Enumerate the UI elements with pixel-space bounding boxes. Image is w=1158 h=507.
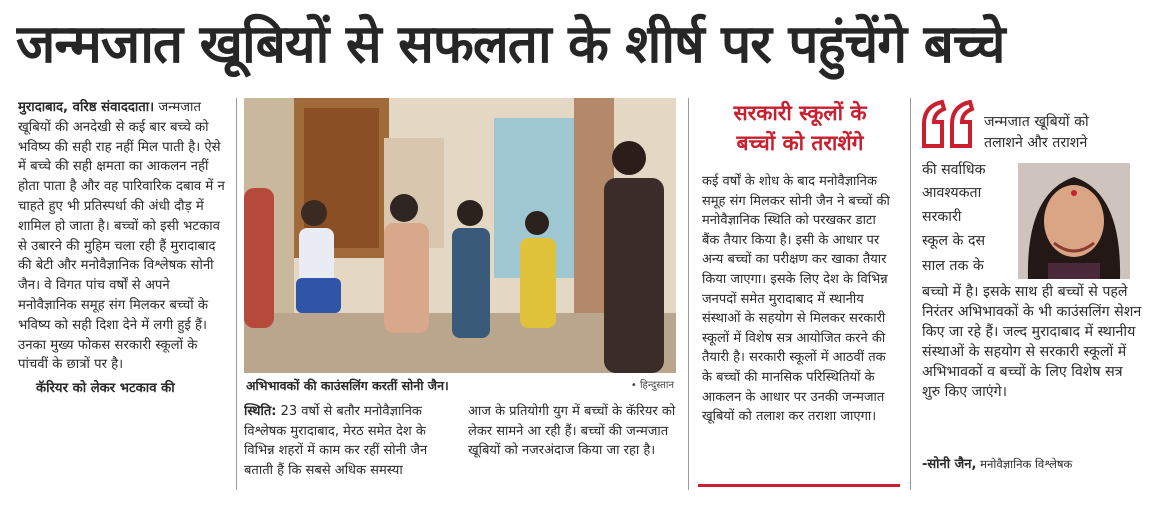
lower-text-b: आज के प्रतियोगी युग में बच्चों के कॅरियर को लेकर सामने आ रही हैं। बच्चों की जन्मजात खूबियों को नजरअंदाज किया जा रहा है। — [468, 404, 676, 458]
photo-credit: • हिन्दुस्तान — [630, 380, 674, 391]
column-divider — [688, 98, 689, 490]
quote-line: सरकारी — [922, 209, 962, 225]
quote-line: स्कूल के दस — [922, 233, 986, 249]
column-divider — [236, 98, 237, 490]
article-body-1: जन्मजात खूबियों की अनदेखी से कई बार बच्चे को भविष्य की सही राह नहीं मिल पाती है। ऐसे में बच्चे की सही क्षमता का आकलन नहीं होता पाता है और वह पारिवारिक दबाव में न चाहते हुए भी प्रतिस्पर्धा की अंधी दौड़ में शामिल हो जाता है। बच्चों को इसी भटकाव से उबारने की मुहिम चला रही हैं मुरादाबाद की बेटी और मनोवैज्ञानिक विश्लेषक सोनी जैन। वे विगत पांच वर्षों से अपने मनोवैज्ञानिक समूह संग मिलकर बच्चों के भविष्य को सही दिशा देने में लगी हुई हैं। उनका मुख्य फोकस सरकारी स्कूलों के पांचवीं के छात्रों पर है। — [18, 100, 225, 373]
quote-line: जन्मजात खूबियों को — [984, 114, 1089, 130]
photo-caption: अभिभावकों की काउंसलिंग करतीं सोनी जैन। — [246, 378, 449, 393]
quote-line: तलाशने और तराशने — [984, 135, 1088, 151]
quote-mark-icon — [920, 98, 976, 150]
quote-body: बच्चो में है। इसके साथ ही बच्चों से पहले निरंतर अभिभावकों के भी काउंसलिंग सेशन किए जा रहे हैं। जल्द मुरादाबाद में स्थानीय संस्थाओं के सहयोग से सरकारी स्कूलों में अभिभावकों व बच्चों के लिए विशेष सत्र शुरु किए जाएंगे। — [922, 284, 1142, 400]
photo-caption-row — [244, 376, 676, 396]
status-label: स्थिति: — [244, 404, 277, 419]
quote-line: साल तक के — [922, 258, 984, 274]
sidebox-title-line: सरकारी स्कूलों के — [733, 101, 867, 125]
dateline: मुरादाबाद, वरिष्ठ संवाददाता। — [18, 100, 155, 115]
headline: जन्मजात खूबियों से सफलता के शीर्ष पर पहुंचेंगे बच्चे — [16, 14, 1005, 75]
sidebox-bottom-rule — [698, 484, 900, 487]
article-column-1 — [18, 98, 228, 498]
column-divider — [910, 98, 911, 490]
attribution-role: मनोवैज्ञानिक विश्लेषक — [976, 457, 1073, 471]
sidebox-title — [700, 98, 900, 164]
sidebox-title-line: बच्चों को तराशेंगे — [736, 131, 864, 155]
sidebox-body: कई वर्षों के शोध के बाद मनोवैज्ञानिक समूह संग मिलकर सोनी जैन ने बच्चों की मनोवैज्ञानिक स्थिति को परखकर डाटा बैंक तैयार किया है। इसी के आधार पर अन्य बच्चों का परीक्षण कर खाका तैयार किया जाएगा। इसके लिए देश के विभिन्न जनपदों समेत मुरादाबाद में स्थानीय संस्थाओं के सहयोग से मिलकर सरकारी स्कूलों में विशेष सत्र आयोजित करने की तैयारी है। सरकारी स्कूलों में आठवीं तक के बच्चों की मानसिक परिस्थितियों के आकलन के आधार पर उनकी जन्मजात खूबियों को तलाश कर तराशा जाएगा। — [702, 174, 890, 425]
quote-line: आवश्यकता — [922, 185, 982, 201]
article-lower-column-a — [244, 402, 459, 498]
quote-attribution — [922, 454, 1144, 474]
attribution-name: -सोनी जैन, — [922, 457, 977, 472]
lower-text-a: 23 वर्षो से बतौर मनोवैज्ञानिक विश्लेषक मुरादाबाद, मेरठ समेत देश के विभिन्न शहरों में काम कर रहीं सोनी जैन बताती हैं कि सबसे अधिक समस्या — [244, 404, 428, 478]
portrait-photo — [1018, 163, 1130, 279]
quote-line: की सर्वाधिक — [922, 162, 986, 178]
subheading: कॅरियर को लेकर भटकाव की — [36, 381, 175, 397]
counseling-photo — [244, 98, 676, 373]
article-lower-column-b — [468, 402, 678, 498]
